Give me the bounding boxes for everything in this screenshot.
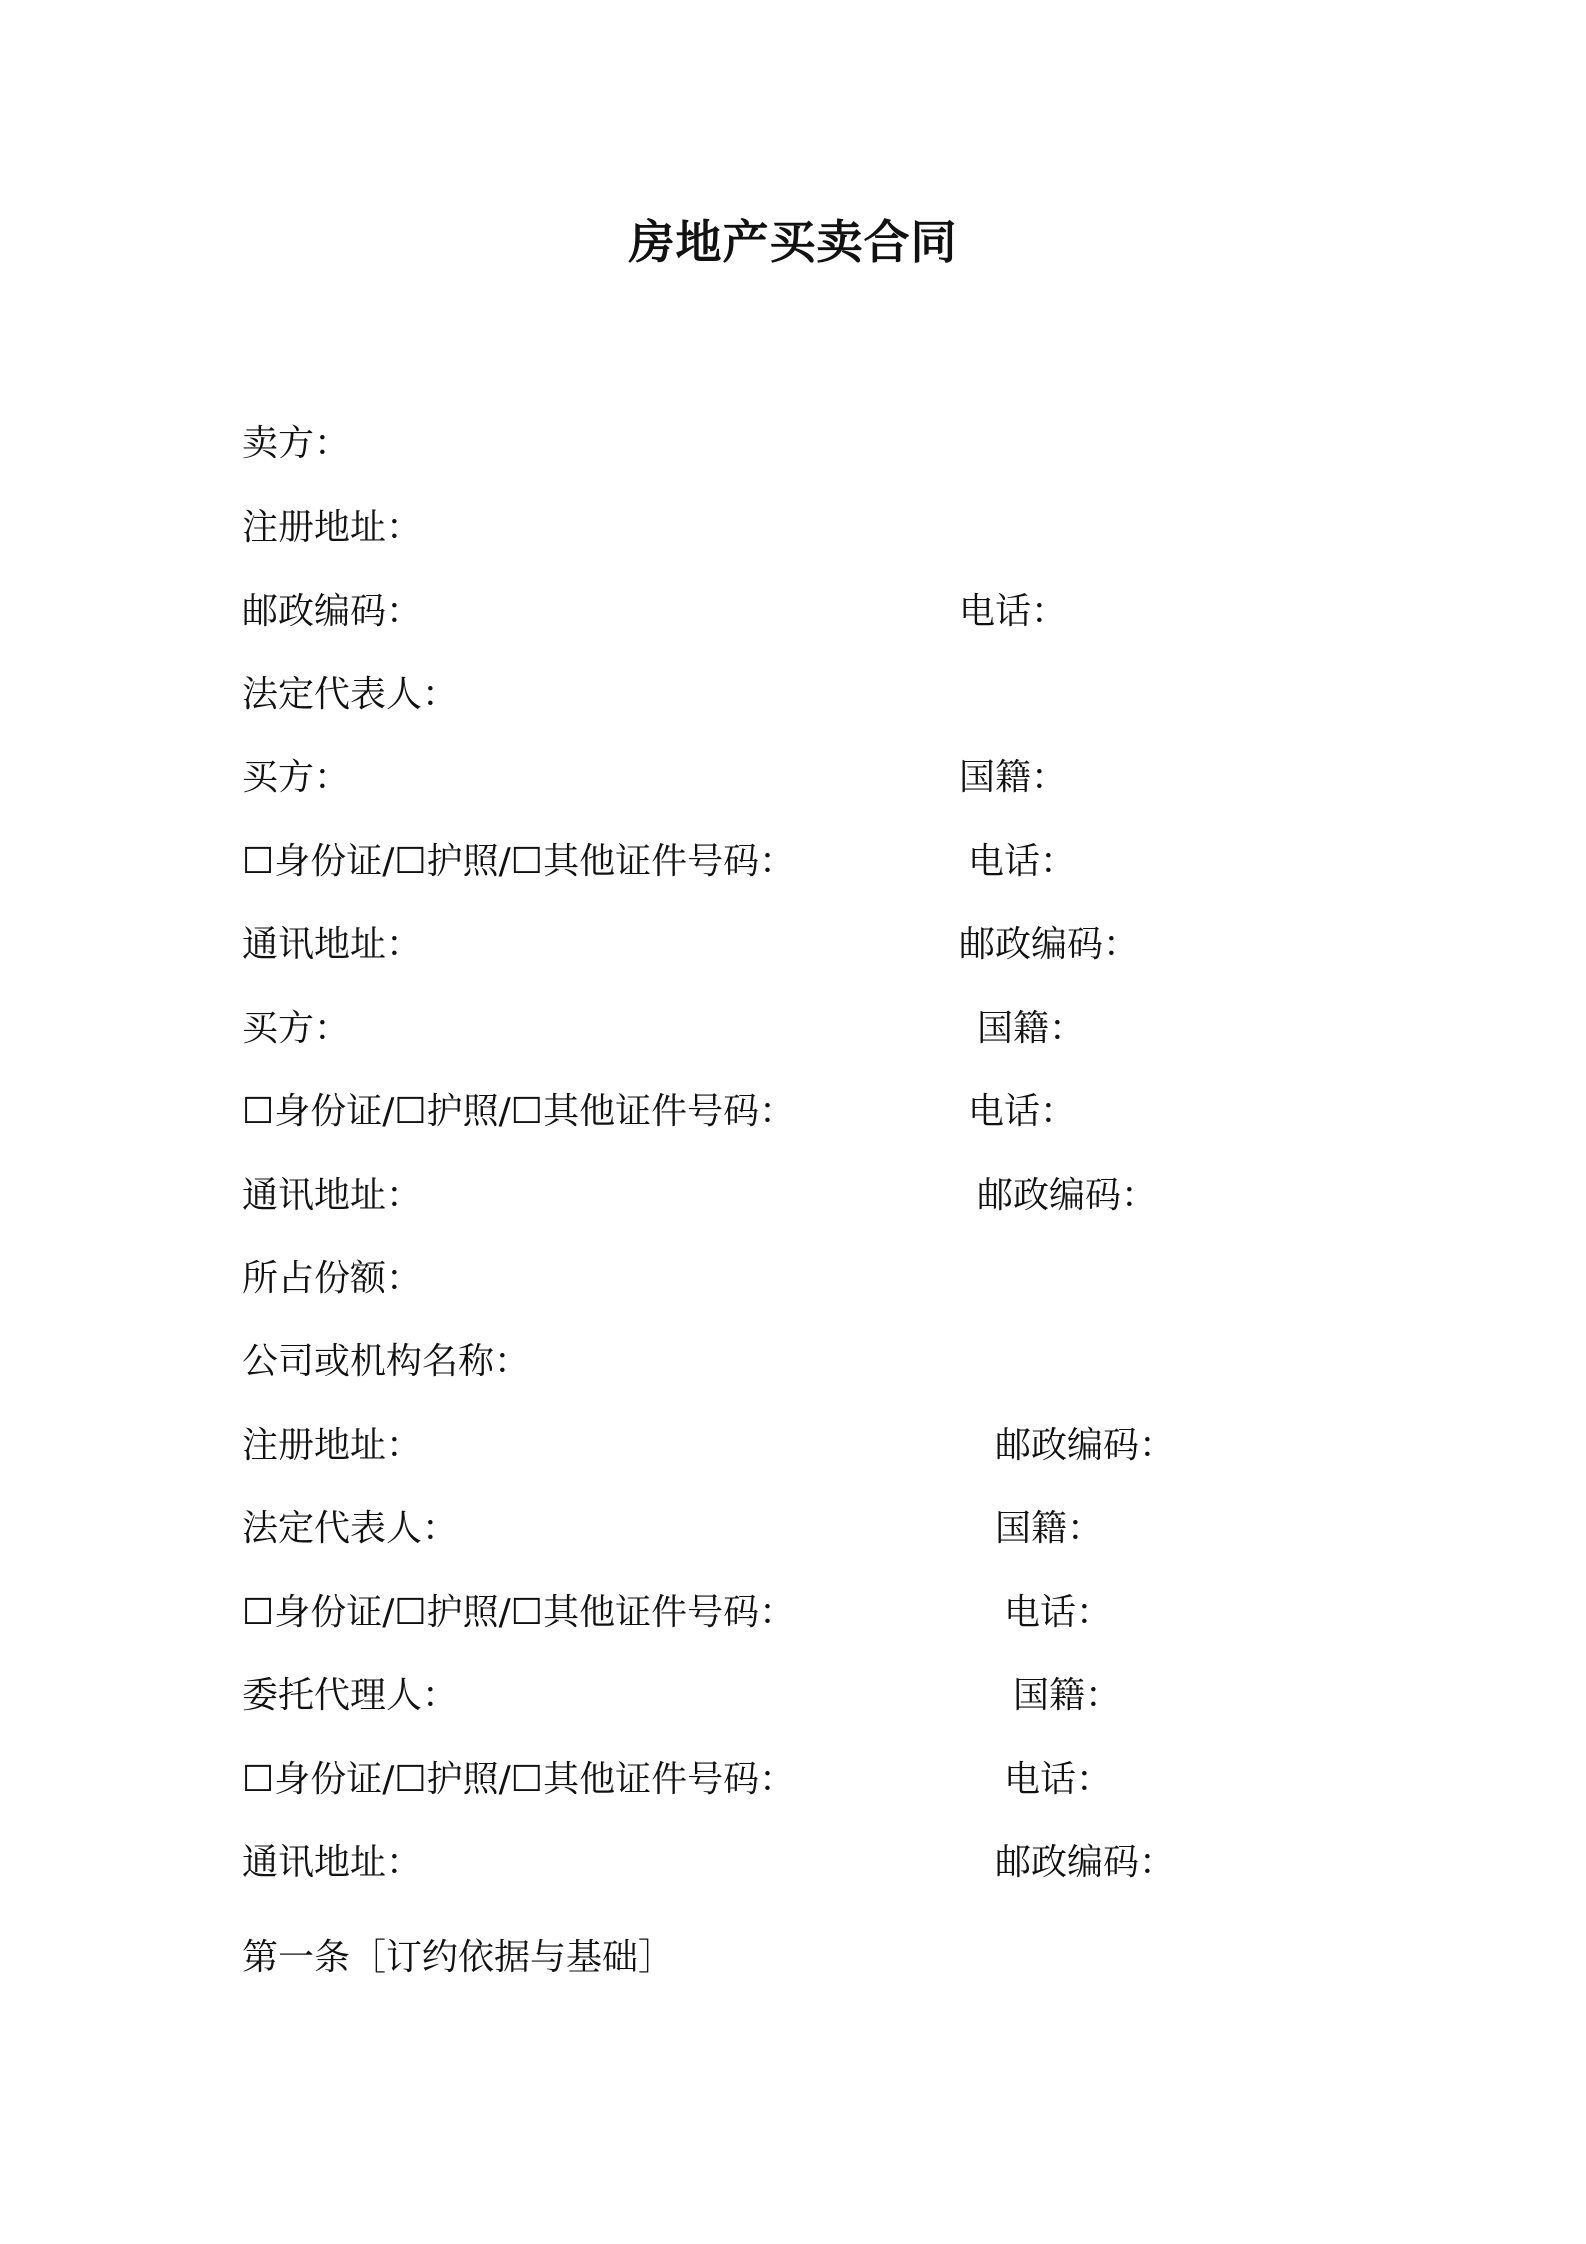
field-label: 通讯地址： xyxy=(242,1842,423,1883)
field-label-secondary: 电话： xyxy=(959,591,1068,632)
field-row xyxy=(0,582,1586,642)
field-label: 邮政编码： xyxy=(242,591,423,632)
field-row xyxy=(0,1499,1586,1559)
field-label-secondary: 国籍： xyxy=(959,757,1068,798)
field-label: 买方： xyxy=(242,757,351,798)
field-label-secondary: 电话： xyxy=(968,841,1077,882)
field-row xyxy=(0,832,1586,892)
field-label: 通讯地址： xyxy=(242,924,423,965)
field-label: 买方： xyxy=(242,1008,351,1049)
field-row xyxy=(0,1082,1586,1142)
field-row xyxy=(0,1583,1586,1643)
field-label: 法定代表人： xyxy=(242,1508,459,1549)
field-label: 卖方： xyxy=(242,423,351,464)
field-row xyxy=(0,999,1586,1059)
field-label-secondary: 邮政编码： xyxy=(995,1842,1176,1883)
field-label-secondary: 邮政编码： xyxy=(959,924,1140,965)
field-label-secondary: 国籍： xyxy=(1013,1675,1122,1716)
field-row xyxy=(0,1332,1586,1392)
field-row xyxy=(0,748,1586,808)
section-heading-row xyxy=(0,1928,1586,1988)
field-row xyxy=(0,1249,1586,1309)
field-label-secondary: 电话： xyxy=(1004,1759,1113,1800)
field-label-secondary: 国籍： xyxy=(977,1008,1086,1049)
field-label: ☐身份证/☐护照/☐其他证件号码： xyxy=(242,1592,796,1633)
field-label-secondary: 电话： xyxy=(1004,1592,1113,1633)
field-label: ☐身份证/☐护照/☐其他证件号码： xyxy=(242,841,796,882)
field-label: 注册地址： xyxy=(242,1425,423,1466)
field-label: 所占份额： xyxy=(242,1258,423,1299)
field-row xyxy=(0,1750,1586,1810)
field-row xyxy=(0,915,1586,975)
field-row xyxy=(0,498,1586,558)
field-label: 委托代理人： xyxy=(242,1675,459,1716)
field-label: ☐身份证/☐护照/☐其他证件号码： xyxy=(242,1759,796,1800)
section-heading: 第一条［订约依据与基础］ xyxy=(242,1937,675,1978)
field-row xyxy=(0,414,1586,474)
field-label: 法定代表人： xyxy=(242,674,459,715)
field-label-secondary: 电话： xyxy=(968,1091,1077,1132)
field-label-secondary: 邮政编码： xyxy=(995,1425,1176,1466)
field-row xyxy=(0,1666,1586,1726)
field-label: ☐身份证/☐护照/☐其他证件号码： xyxy=(242,1091,796,1132)
field-row xyxy=(0,1416,1586,1476)
field-label-secondary: 国籍： xyxy=(995,1508,1104,1549)
document-title: 房地产买卖合同 xyxy=(628,215,958,269)
field-row xyxy=(0,1166,1586,1226)
field-label-secondary: 邮政编码： xyxy=(977,1175,1158,1216)
field-row xyxy=(0,1833,1586,1893)
field-label: 注册地址： xyxy=(242,507,423,548)
field-label: 公司或机构名称： xyxy=(242,1341,531,1382)
field-row xyxy=(0,665,1586,725)
field-label: 通讯地址： xyxy=(242,1175,423,1216)
